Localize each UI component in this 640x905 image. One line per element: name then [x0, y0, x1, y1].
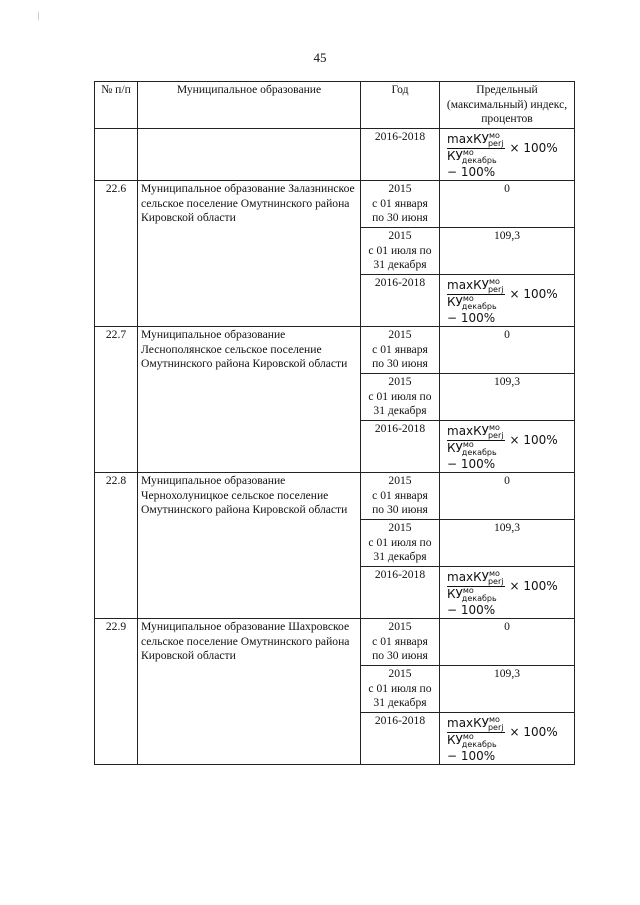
- formula-ku: КУ: [473, 132, 489, 146]
- header-municipality: Муниципальное образование: [138, 82, 361, 129]
- scan-mark: [38, 12, 41, 20]
- row-year-first-half: 2015 с 01 января по 30 июня: [361, 181, 440, 228]
- page-number: 45: [313, 50, 327, 65]
- formula-sup: мо: [489, 569, 500, 578]
- formula-sup: мо: [489, 715, 500, 724]
- formula-sub-denominator: декабрь: [461, 156, 497, 165]
- row-index-first-half: 0: [440, 619, 575, 666]
- formula-times: × 100%: [509, 287, 558, 302]
- row-formula-cell: [440, 713, 575, 765]
- formula-sup-denominator: мо: [462, 294, 474, 303]
- row-index-second-half: 109,3: [440, 374, 575, 421]
- continuation-formula-cell: [440, 129, 575, 181]
- row-number: 22.7: [95, 327, 138, 473]
- table-header-row: [95, 82, 575, 129]
- row-index-first-half: 0: [440, 327, 575, 374]
- formula-max: max: [447, 424, 474, 438]
- municipal-index-table: [94, 81, 575, 765]
- formula-times: × 100%: [509, 725, 558, 740]
- formula-ku: КУ: [473, 424, 489, 438]
- formula-minus: − 100%: [447, 311, 496, 325]
- continuation-num: [95, 129, 138, 181]
- formula-sub: perj: [487, 139, 504, 148]
- formula-sub-denominator: декабрь: [461, 594, 497, 603]
- formula-ku-denominator: КУ: [447, 733, 463, 747]
- formula-sub-denominator: декабрь: [461, 740, 497, 749]
- row-index-second-half: 109,3: [440, 520, 575, 567]
- formula-sub: perj: [487, 723, 504, 732]
- header-index: Предельный (максимальный) индекс, процентов: [440, 82, 575, 129]
- index-formula: [447, 424, 571, 471]
- row-year-second-half: 2015 с 01 июля по 31 декабря: [361, 228, 440, 275]
- formula-sup-denominator: мо: [462, 732, 474, 741]
- continuation-year: 2016-2018: [361, 129, 440, 181]
- formula-sub-denominator: декабрь: [461, 448, 497, 457]
- formula-sub-denominator: декабрь: [461, 302, 497, 311]
- row-number: 22.9: [95, 619, 138, 765]
- formula-max: max: [447, 716, 474, 730]
- formula-times: × 100%: [509, 141, 558, 156]
- formula-max: max: [447, 570, 474, 584]
- formula-sub: perj: [487, 431, 504, 440]
- row-formula-cell: [440, 421, 575, 473]
- formula-sup-denominator: мо: [462, 440, 474, 449]
- formula-max: max: [447, 132, 474, 146]
- formula-ku: КУ: [473, 570, 489, 584]
- table-row: [95, 327, 575, 374]
- formula-minus: − 100%: [447, 457, 496, 471]
- row-index-second-half: 109,3: [440, 228, 575, 275]
- index-formula: [447, 278, 571, 325]
- row-municipality: Муниципальное образование Шахровское сельское поселение Омутнинского района Кировской области: [138, 619, 361, 765]
- formula-sub: perj: [487, 285, 504, 294]
- row-year-first-half: 2015 с 01 января по 30 июня: [361, 327, 440, 374]
- row-formula-cell: [440, 567, 575, 619]
- formula-ku: КУ: [473, 278, 489, 292]
- formula-ku-denominator: КУ: [447, 295, 463, 309]
- row-index-first-half: 0: [440, 181, 575, 228]
- formula-sup-denominator: мо: [462, 148, 474, 157]
- header-year: Год: [361, 82, 440, 129]
- formula-sub: perj: [487, 577, 504, 586]
- row-municipality: Муниципальное образование Чернохолуницкое сельское поселение Омутнинского района Кировской области: [138, 473, 361, 619]
- row-number: 22.6: [95, 181, 138, 327]
- formula-sup: мо: [489, 277, 500, 286]
- formula-sup: мо: [489, 131, 500, 140]
- row-municipality: Муниципальное образование Залазнинское сельское поселение Омутнинского района Кировской области: [138, 181, 361, 327]
- row-year-range: 2016-2018: [361, 275, 440, 327]
- formula-ku-denominator: КУ: [447, 587, 463, 601]
- row-year-first-half: 2015 с 01 января по 30 июня: [361, 473, 440, 520]
- row-year-second-half: 2015 с 01 июля по 31 декабря: [361, 374, 440, 421]
- formula-ku-denominator: КУ: [447, 149, 463, 163]
- index-formula: [447, 716, 571, 763]
- row-year-second-half: 2015 с 01 июля по 31 декабря: [361, 666, 440, 713]
- formula-times: × 100%: [509, 433, 558, 448]
- continuation-row: [95, 129, 575, 181]
- row-year-range: 2016-2018: [361, 713, 440, 765]
- table-body: [95, 129, 575, 765]
- formula-minus: − 100%: [447, 165, 496, 179]
- formula-times: × 100%: [509, 579, 558, 594]
- formula-sup-denominator: мо: [462, 586, 474, 595]
- row-index-second-half: 109,3: [440, 666, 575, 713]
- table-row: [95, 473, 575, 520]
- row-number: 22.8: [95, 473, 138, 619]
- index-formula: [447, 570, 571, 617]
- formula-sup: мо: [489, 423, 500, 432]
- formula-ku-denominator: КУ: [447, 441, 463, 455]
- row-year-second-half: 2015 с 01 июля по 31 декабря: [361, 520, 440, 567]
- row-year-range: 2016-2018: [361, 567, 440, 619]
- formula-minus: − 100%: [447, 603, 496, 617]
- index-formula: [447, 132, 571, 179]
- row-formula-cell: [440, 275, 575, 327]
- formula-max: max: [447, 278, 474, 292]
- header-num: № п/п: [95, 82, 138, 129]
- formula-ku: КУ: [473, 716, 489, 730]
- row-index-first-half: 0: [440, 473, 575, 520]
- row-year-first-half: 2015 с 01 января по 30 июня: [361, 619, 440, 666]
- row-year-range: 2016-2018: [361, 421, 440, 473]
- formula-minus: − 100%: [447, 749, 496, 763]
- continuation-municipality: [138, 129, 361, 181]
- row-municipality: Муниципальное образование Леснополянское сельское поселение Омутнинского района Кировской области: [138, 327, 361, 473]
- table-row: [95, 619, 575, 666]
- table-row: [95, 181, 575, 228]
